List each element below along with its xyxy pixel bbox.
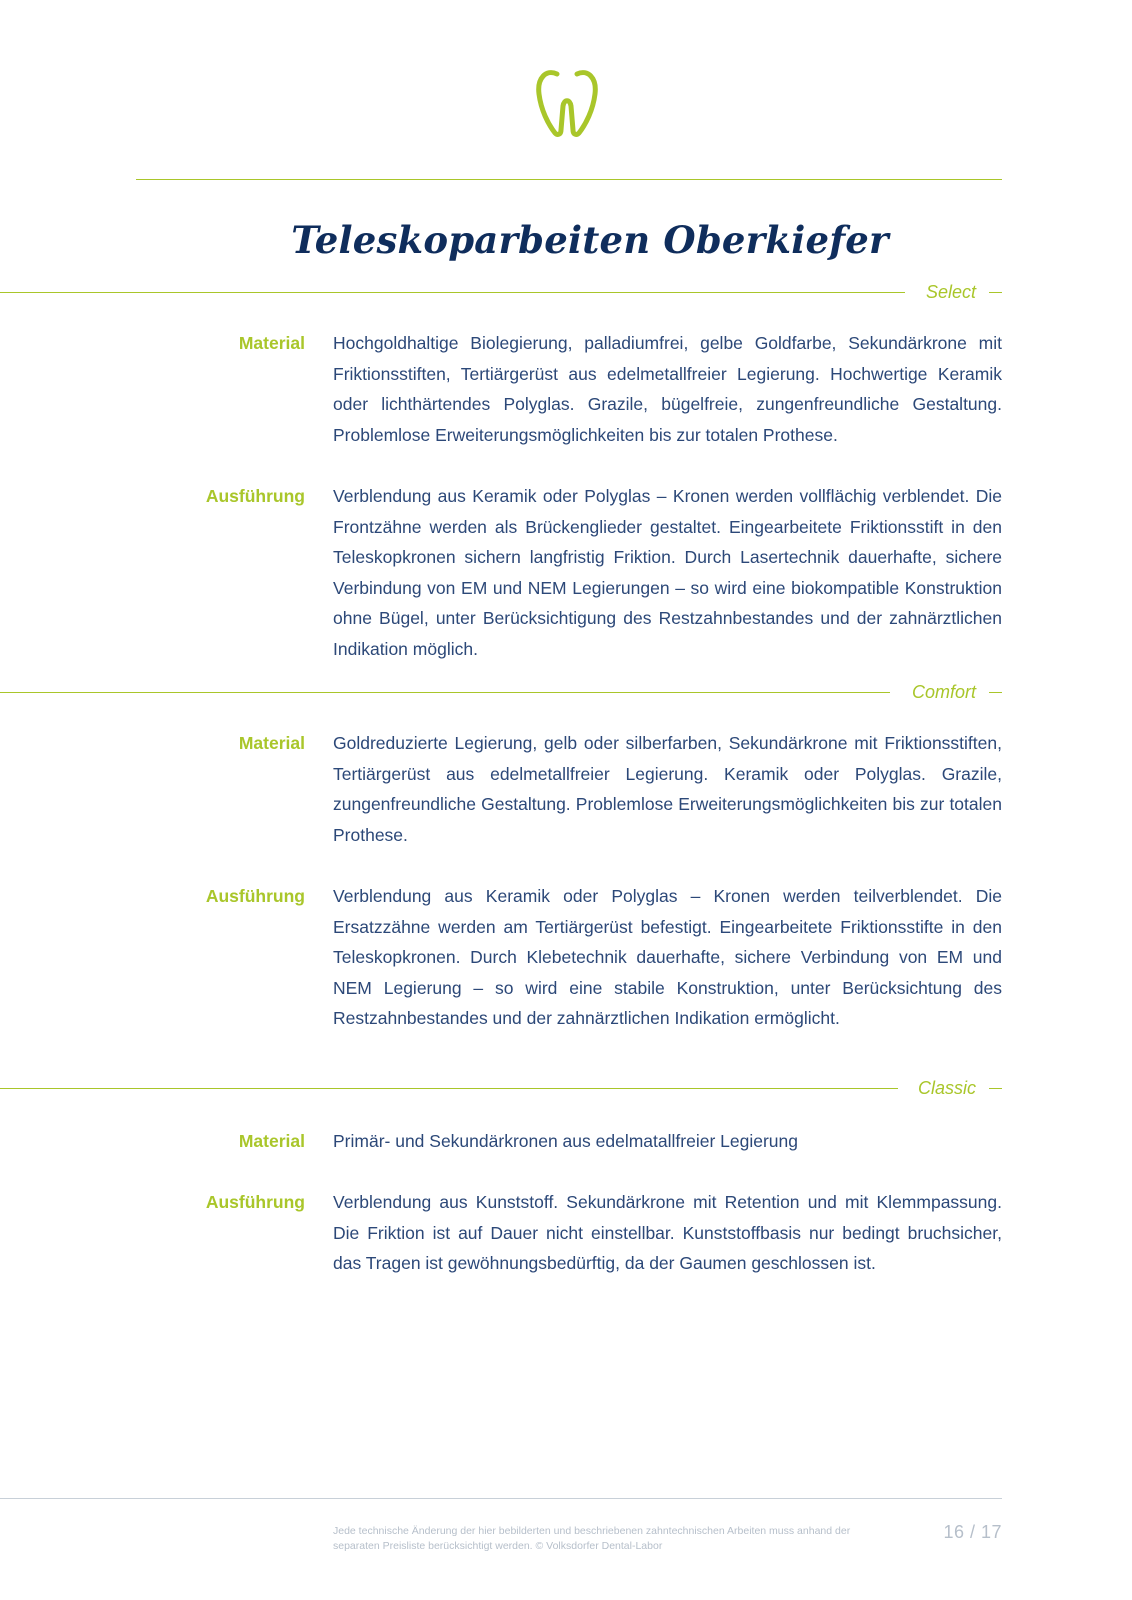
- spec-text: Hochgoldhaltige Biolegierung, palladiumfrei, gelbe Goldfarbe, Sekundärkrone mit Friktionsstiften, Tertiärgerüst aus edelmetallfreier Legierung. Hochwertige Keramik oder lichthärtendes Polyglas. Grazile, bügelfreie, zungenfreundliche Gestaltung. Problemlose Erweiterungsmöglichkeiten bis zur totalen Prothese.: [333, 333, 1002, 445]
- spec-text: Goldreduzierte Legierung, gelb oder silberfarben, Sekundärkrone mit Friktionsstiften, Tertiärgerüst aus edelmetallfreier Legierung. Keramik oder Polyglas. Grazile, zungenfreundliche Gestaltung. Problemlose Erweiterungsmöglichkeiten bis zur totalen Prothese.: [333, 733, 1002, 845]
- spec-term: Material: [238, 1131, 305, 1151]
- footer-rule: [0, 1498, 1002, 1499]
- tooth-icon: [536, 70, 598, 138]
- section-header-classic: [0, 1076, 1002, 1100]
- section-label: Comfort: [911, 682, 976, 702]
- section-header-select: [0, 280, 1002, 304]
- spec-term: Ausführung: [205, 486, 305, 506]
- spec-term: Material: [238, 333, 305, 353]
- page-title: Teleskoparbeiten Oberkiefer: [291, 218, 889, 262]
- header-rule: [136, 179, 1002, 180]
- footer-note: Jede technische Änderung der hier bebilderten und beschriebenen zahntechnischen Arbeiten muss anhand der separaten Preisliste berücksichtigt werden. © Volksdorfer Dental-Labor: [333, 1525, 851, 1552]
- page-number: 16 / 17: [943, 1522, 1002, 1542]
- spec-text: Primär- und Sekundärkronen aus edelmatallfreier Legierung: [333, 1131, 798, 1151]
- spec-term: Material: [238, 733, 305, 753]
- spec-text: Verblendung aus Keramik oder Polyglas – Kronen werden teilverblendet. Die Ersatzzähne werden am Tertiärgerüst befestigt. Eingearbeitete Friktionsstifte in den Teleskopkronen. Durch Klebetechnik dauerhafte, sichere Verbindung von EM und NEM Legierung – so wird eine stabile Konstruktion, unter Berücksichtung des Restzahnbestandes und der zahnärztlichen Indikation ermöglicht.: [333, 886, 1002, 1028]
- spec-term: Ausführung: [205, 886, 305, 906]
- spec-text: Verblendung aus Keramik oder Polyglas – Kronen werden vollflächig verblendet. Die Frontzähne werden als Brückenglieder gestaltet. Eingearbeitete Friktionsstift in den Teleskopkronen sichern langfristig Friktion. Durch Lasertechnik dauerhafte, sichere Verbindung von EM und NEM Legierungen – so wird eine biokompatible Konstruktion ohne Bügel, unter Berücksichtigung des Restzahnbestandes und der zahnärztlichen Indikation möglich.: [333, 486, 1002, 659]
- spec-term: Ausführung: [205, 1192, 305, 1212]
- section-label: Classic: [917, 1078, 976, 1098]
- section-label: Select: [925, 282, 976, 302]
- spec-text: Verblendung aus Kunststoff. Sekundärkrone mit Retention und mit Klemmpassung. Die Friktion ist auf Dauer nicht einstellbar. Kunststoffbasis nur bedingt bruchsicher, das Tragen ist gewöhnungsbedürftig, da der Gaumen geschlossen ist.: [333, 1192, 1002, 1273]
- section-header-comfort: [0, 680, 1002, 704]
